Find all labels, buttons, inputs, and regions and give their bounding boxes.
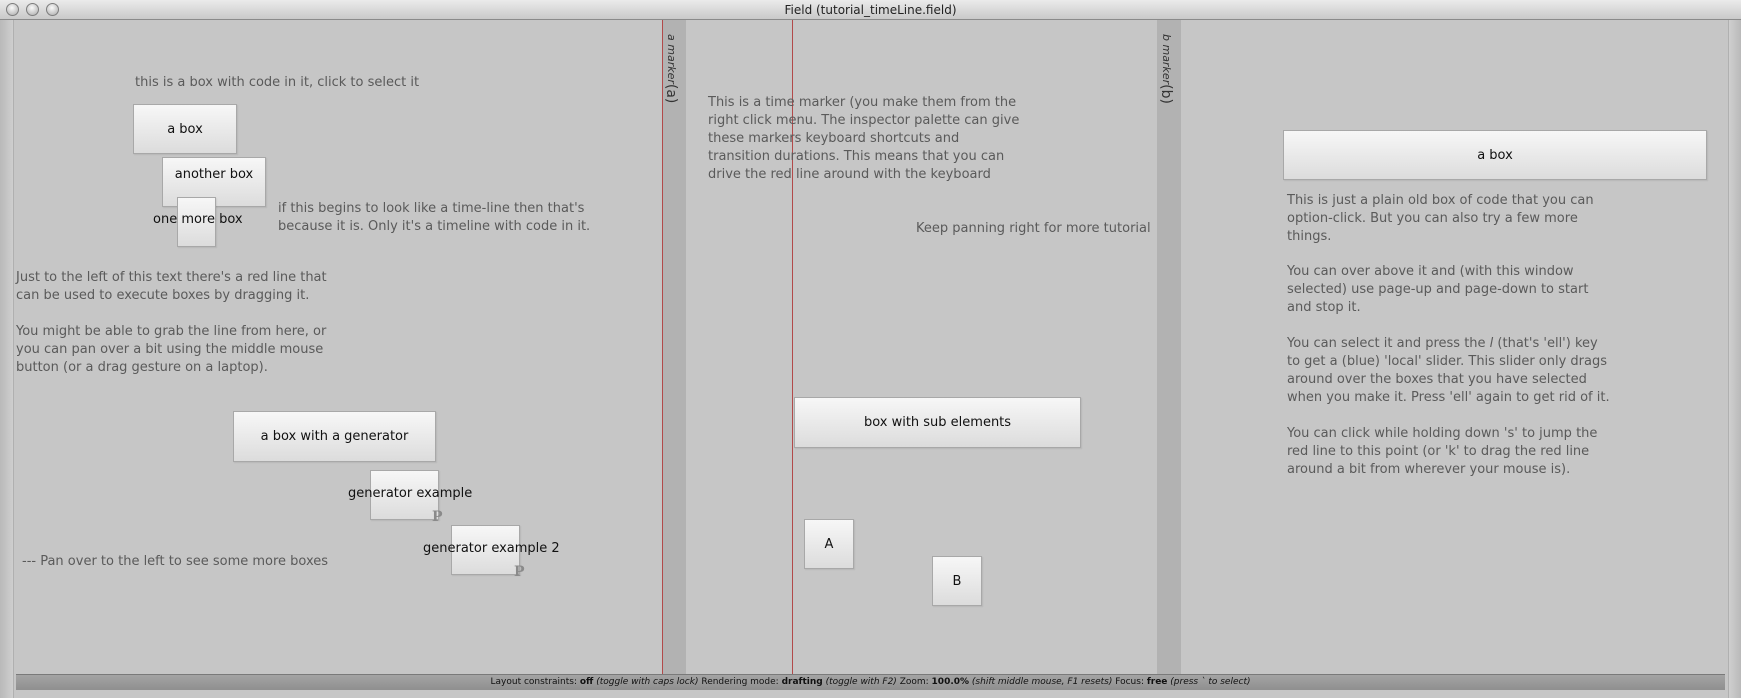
title-bar — [0, 0, 1741, 20]
generator-icon: P — [432, 509, 443, 525]
another-box[interactable]: another box — [162, 157, 266, 207]
focus-value[interactable]: free — [1146, 677, 1168, 687]
generator-example-label: generator example — [348, 486, 473, 501]
layout-constraints-value[interactable]: off — [579, 677, 594, 687]
left-edge-scroll[interactable] — [0, 20, 14, 698]
marker-b-label: b marker(b) — [1158, 34, 1174, 104]
select-hint-text: this is a box with code in it, click to select it — [135, 75, 420, 90]
generator-2-icon: P — [514, 564, 525, 580]
plain-box-text-2: You can over above it and (with this window selected) use page-up and page-down to start and stop it. — [1287, 264, 1589, 315]
plain-box-text-1: This is just a plain old box of code that you can option-click. But you can also try a few more things. — [1287, 193, 1594, 244]
pan-left-text: --- Pan over to the left to see some more boxes — [22, 554, 329, 569]
timeline-note-text: if this begins to look like a time-line then that's because it is. Only it's a timeline with code in it. — [278, 201, 591, 234]
box-b[interactable]: B — [932, 556, 982, 606]
red-line-note-text: Just to the left of this text there's a red line that can be used to execute boxes by dragging it. You might be able to grab the line from here, or you can pan over a bit using the middle mouse button (or a drag gesture on a laptop). — [16, 270, 327, 375]
marker-b-band[interactable] — [1157, 20, 1181, 678]
keep-panning-text: Keep panning right for more tutorial — [916, 221, 1151, 236]
marker-a-band[interactable] — [662, 20, 686, 678]
status-bar: Layout constraints: off (toggle with caps lock) Rendering mode: drafting (toggle with F2) Zoom: 100.0% (shift middle mouse, F1 resets) Focus: free (press ` to select) — [16, 674, 1725, 690]
sub-elements-box[interactable]: box with sub elements — [794, 397, 1081, 448]
generator-box[interactable]: a box with a generator — [233, 411, 436, 462]
plain-box-text-3: You can select it and press the l (that's 'ell') key to get a (blue) 'local' slider. This slider only drags around over the boxes that you have selected when you make it. Press 'ell' again to get rid of it. — [1287, 336, 1610, 405]
right-edge-scroll[interactable] — [1728, 20, 1741, 698]
box-a[interactable]: A — [804, 519, 854, 569]
window-title: Field (tutorial_timeLine.field) — [784, 3, 957, 17]
plain-box-text-4: You can click while holding down 's' to jump the red line to this point (or 'k' to drag the red line around a bit from wherever your mouse is). — [1287, 426, 1598, 477]
marker-a-red-edge — [662, 20, 663, 680]
a-box-right[interactable]: a box — [1283, 130, 1707, 180]
rendering-mode-value[interactable]: drafting — [781, 677, 823, 687]
zoom-value[interactable]: 100.0% — [931, 677, 970, 687]
marker-a-label: a marker(a) — [663, 34, 679, 104]
a-box-left[interactable]: a box — [133, 104, 237, 154]
generator-example-2-label: generator example 2 — [423, 541, 560, 556]
time-marker-text: This is a time marker (you make them from the right click menu. The inspector palette can give these markers keyboard shortcuts and transition durations. This means that you can drive the red line around with the keyboard — [708, 95, 1020, 182]
one-more-box-label: one more box — [153, 212, 243, 227]
